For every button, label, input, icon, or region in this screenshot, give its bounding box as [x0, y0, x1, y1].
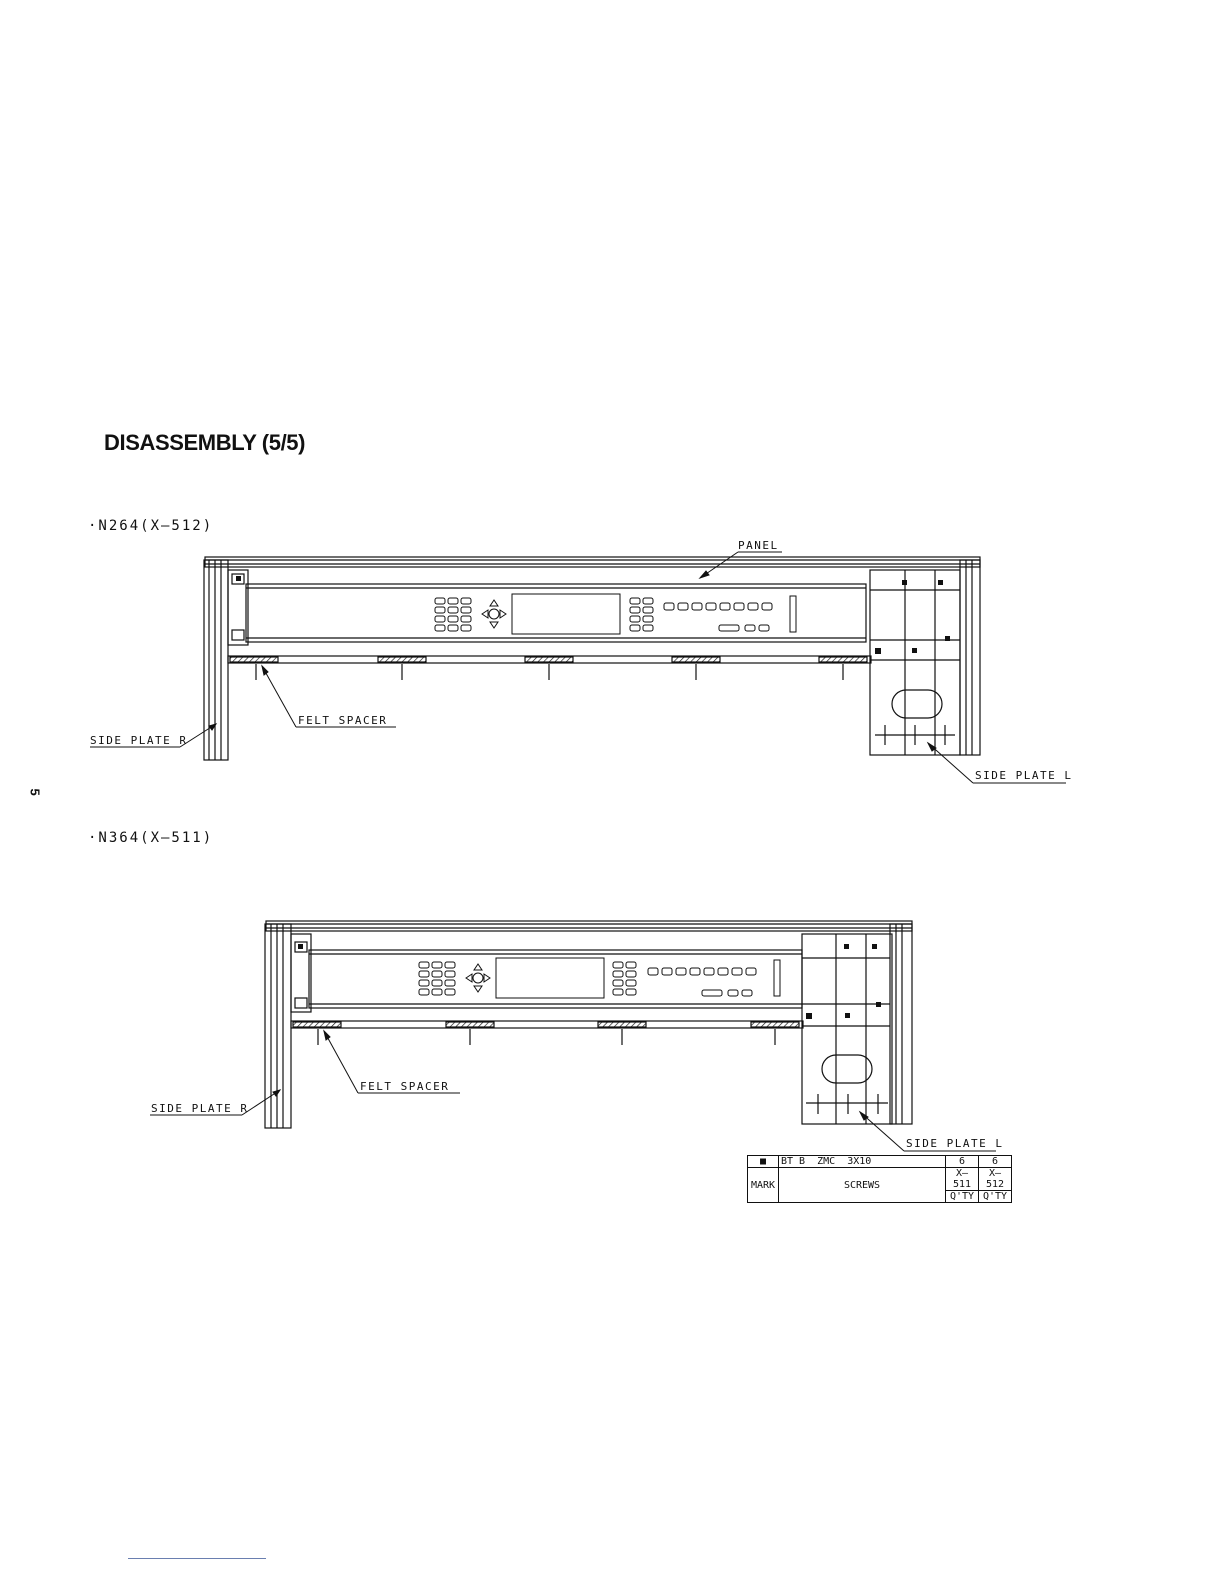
model-label-top: ·N264(X—512) [88, 518, 214, 534]
callout-side-plate-r-bottom: SIDE PLATE R [151, 1102, 249, 1115]
mark-header: MARK [748, 1168, 779, 1203]
qty-header-x511: Q'TY [946, 1191, 979, 1203]
qty-x511: 6 [946, 1156, 979, 1168]
qty-header-x512: Q'TY [979, 1191, 1012, 1203]
callout-side-plate-l-bottom: SIDE PLATE L [906, 1137, 1004, 1150]
col-x511: X—511 [946, 1168, 979, 1191]
qty-x512: 6 [979, 1156, 1012, 1168]
mark-symbol: ■ [748, 1156, 779, 1168]
screws-header: SCREWS [779, 1168, 946, 1203]
callout-panel: PANEL [738, 539, 779, 552]
footer-rule [128, 1558, 266, 1559]
diagram-n364 [0, 900, 1224, 1160]
screw-spec: BT B ZMC 3X10 [779, 1156, 946, 1168]
model-label-bottom: ·N364(X—511) [88, 830, 214, 846]
page-title: DISASSEMBLY (5/5) [104, 430, 306, 455]
callout-side-plate-l-top: SIDE PLATE L [975, 769, 1073, 782]
page-number: 5 [27, 788, 43, 796]
callout-felt-spacer-top: FELT SPACER [298, 714, 388, 727]
col-x512: X—512 [979, 1168, 1012, 1191]
callout-felt-spacer-bottom: FELT SPACER [360, 1080, 450, 1093]
callout-side-plate-r-top: SIDE PLATE R [90, 734, 188, 747]
screw-table [747, 1155, 1012, 1203]
